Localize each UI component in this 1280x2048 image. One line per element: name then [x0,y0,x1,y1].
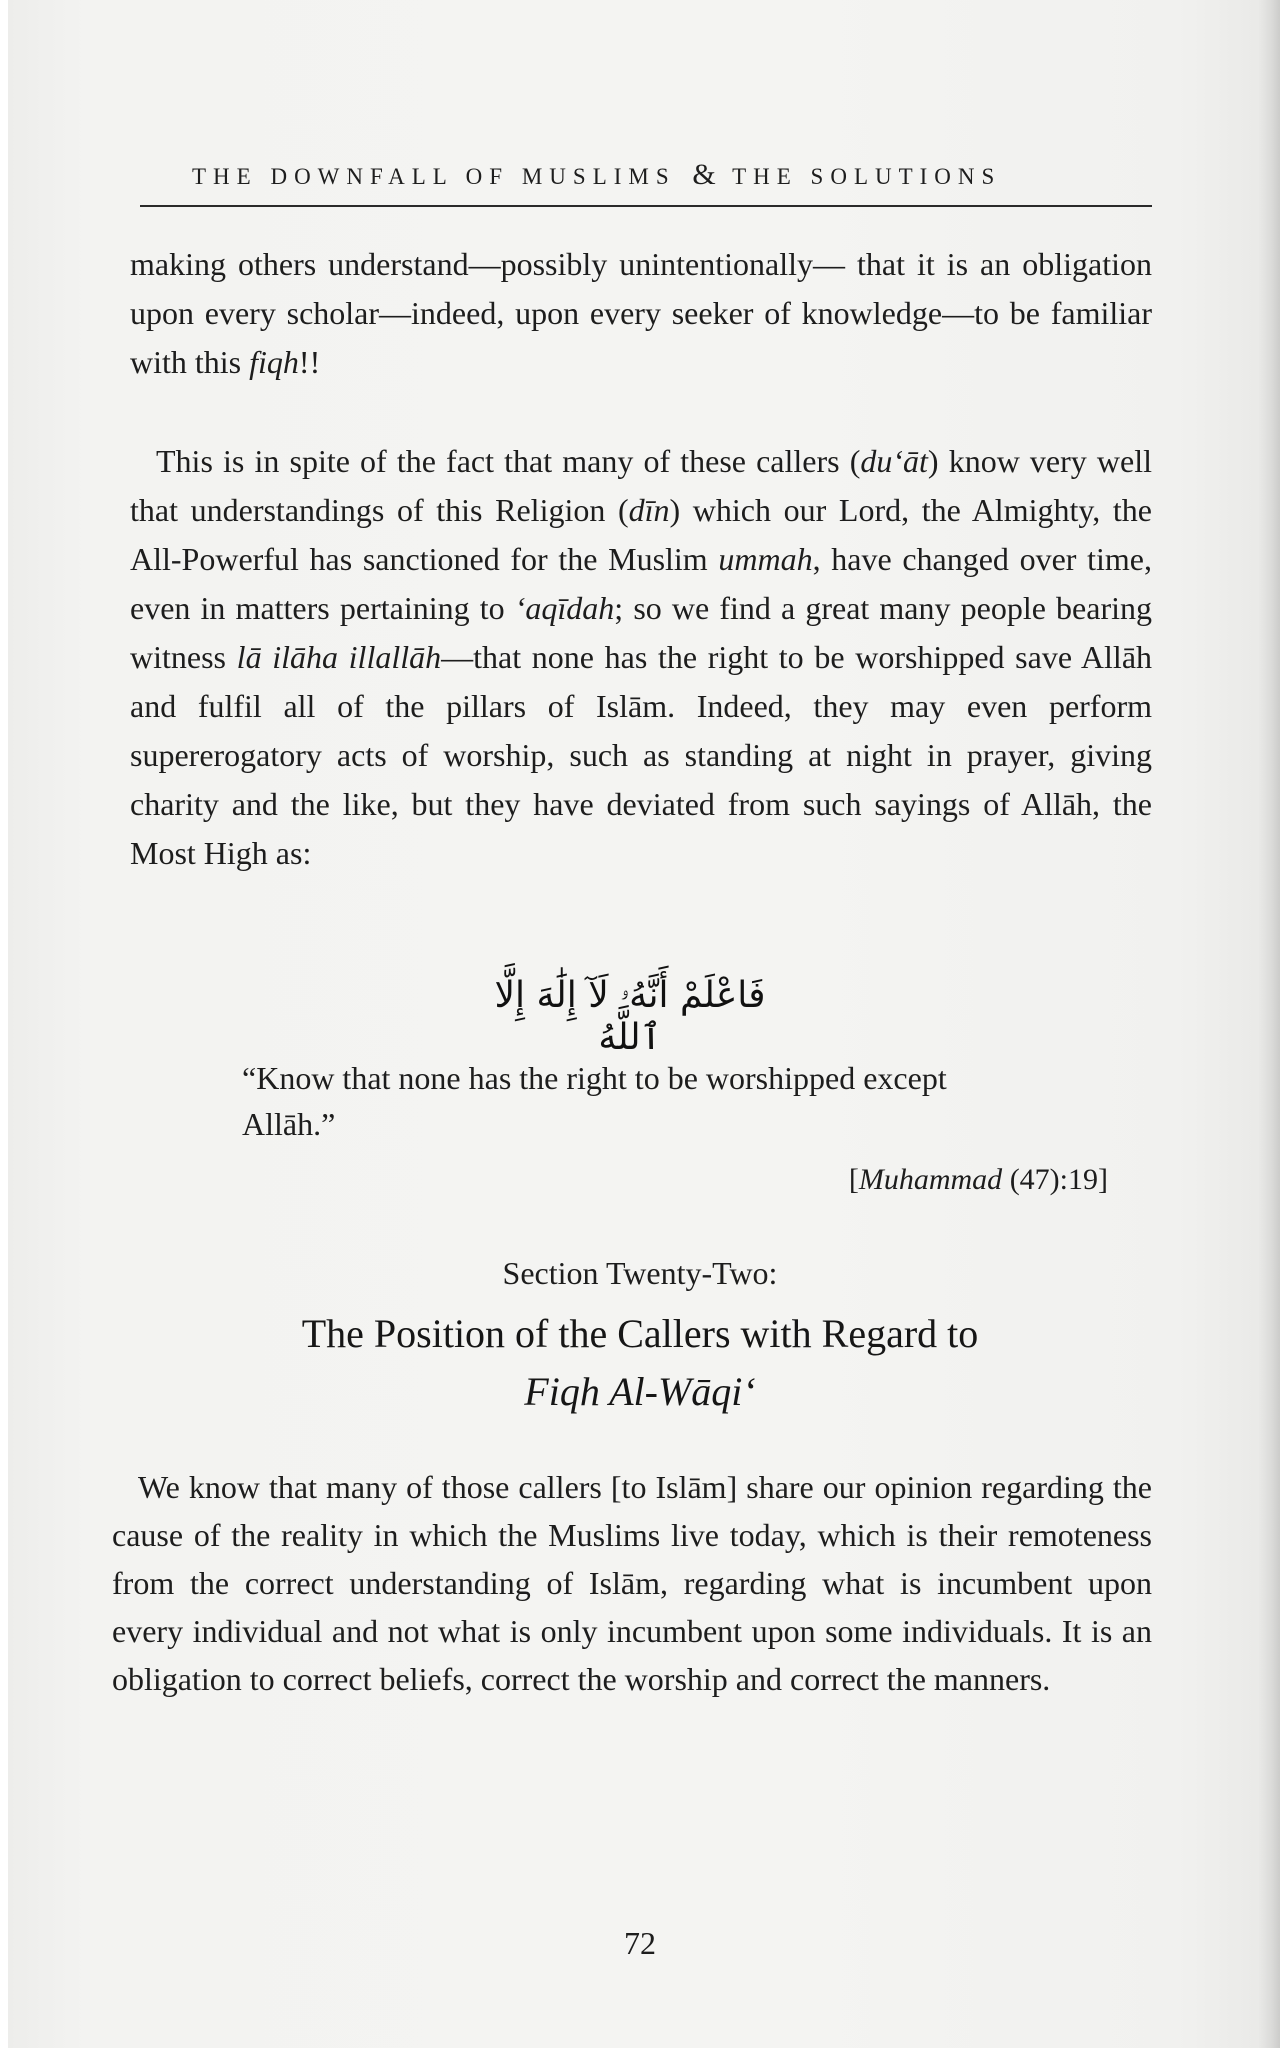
term-aqidah: ‘aqīdah [514,590,615,626]
paragraph-2-text-6: —that none has the right to be worshipped save Allāh and fulfil all of the pillars of Islām. Indeed, they may even perform supererogatory acts of worship, such as standing at night in prayer, giving charity and the like, but they have deviated from such sayings of Allāh, the Most High as: [130,639,1153,871]
paragraph-3: We know that many of those callers [to Islām] share our opinion regarding the cause of the reality in which the Muslims live today, which is their remoteness from the correct understanding of Islām, regarding what is incumbent upon every individual and not what is only incumbent upon some individuals. It is an obligation to correct beliefs, correct the worship and correct the manners. [112,1469,1152,1697]
term-shahadah: lā ilāha illallāh [236,639,442,675]
running-head-part2: THE SOLUTIONS [732,164,1002,189]
header-rule [140,205,1152,207]
paragraph-1-end: !! [298,344,321,380]
paragraph-2-text-1: This is in spite of the fact that many of these callers ( [156,443,861,479]
paragraph-1 [130,240,1152,387]
paragraph-2-text-3: ) which our Lord, the Almighty, the All-Powerful has sanctioned for the Muslim [130,492,1152,577]
term-duat: du‘āt [860,443,928,479]
paragraph-2 [130,437,1152,878]
reference-open-bracket: [ [848,1163,859,1196]
running-head-part1: THE DOWNFALL OF MUSLIMS [192,164,676,189]
paragraph-2-text-4: , have changed over time, even in matters pertaining to [130,541,1153,626]
section-title [0,1305,1280,1421]
verse-reference [849,1163,1108,1197]
verse-translation: “Know that none has the right to be worshipped except Allāh.” [242,1060,947,1142]
paragraph-1-text: making others understand—possibly unintentionally— that it is an obligation upon every scholar—indeed, upon every seeker of knowledge—to be familiar with this [130,246,1152,380]
page-number: 72 [624,1925,656,1961]
section-label: Section Twenty-Two: [502,1255,778,1291]
quran-verse-arabic: فَاعْلَمْ أَنَّهُۥ لَآ إِلَٰهَ إِلَّا ٱللَّهُ [494,975,766,1058]
term-din: dīn [628,492,670,528]
paragraph-2-text-2: ) know very well that understandings of this Religion ( [130,443,1153,528]
term-ummah: ummah [718,541,813,577]
term-fiqh: fiqh [249,344,299,380]
paragraph-2-text-5: ; so we find a great many people bearing witness [130,590,1153,675]
section-title-sub: Fiqh Al-Wāqi‘ [524,1369,756,1414]
running-head-ampersand: & [692,158,716,191]
reference-surah: Muhammad [858,1163,1003,1196]
running-head [192,158,1112,192]
section-title-main: The Position of the Callers with Regard to [301,1311,979,1356]
reference-number: (47):19] [1002,1163,1108,1196]
page-edge-shadow [1258,0,1280,2048]
